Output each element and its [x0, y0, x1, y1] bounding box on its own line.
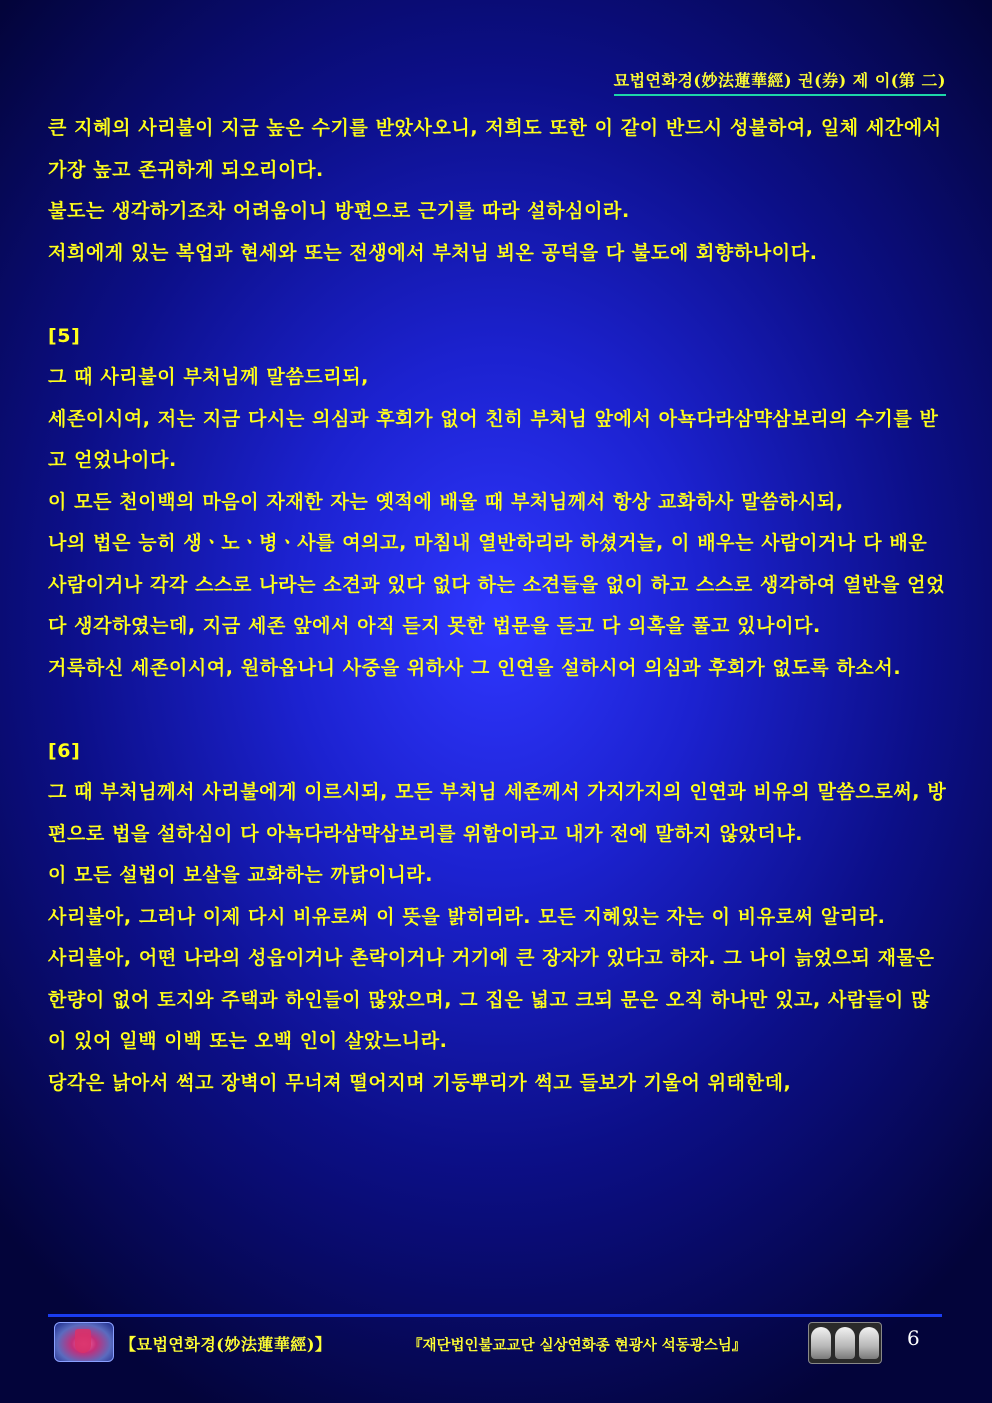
page-number: 6: [907, 1326, 920, 1350]
paragraph: 사리불아, 그러나 이제 다시 비유로써 이 뜻을 밝히리라. 모든 지혜있는 자는 이 비유로써 알리라.: [48, 905, 886, 928]
paragraph: 거룩하신 세존이시여, 원하옵나니 사중을 위하사 그 인연을 설하시어 의심과 후회가 없도록 하소서.: [48, 656, 902, 679]
paragraph: 세존이시여, 저는 지금 다시는 의심과 후회가 없어 친히 부처님 앞에서 아뇩다라삼먁삼보리의 수기를 받고 얻었나이다.: [48, 407, 939, 471]
temple-logo-icon: [54, 1322, 114, 1362]
paragraph: 큰 지혜의 사리불이 지금 높은 수기를 받았사오니, 저희도 또한 이 같이 반드시 성불하여, 일체 세간에서 가장 높고 존귀하게 되오리이다.: [48, 117, 942, 181]
buddha-statues-icon: [808, 1322, 882, 1364]
paragraph: 그 때 사리불이 부처님께 말씀드리되,: [48, 366, 369, 388]
section-number: [5]: [48, 324, 81, 347]
running-header: 묘법연화경(妙法蓮華經) 권(券) 제 이(第 二): [614, 68, 946, 96]
paragraph: 그 때 부처님께서 사리불에게 이르시되, 모든 부처님 세존께서 가지가지의 인연과 비유의 말씀으로써, 방편으로 법을 설하심이 다 아뇩다라삼먁삼보리를 위함이라고 내가 전에 말하지 않았더냐.: [48, 781, 947, 845]
paragraph: 저희에게 있는 복업과 현세와 또는 전생에서 부처님 뵈온 공덕을 다 불도에 회향하나이다.: [48, 241, 818, 264]
statue-icon: [811, 1327, 831, 1359]
page-footer: [52, 1320, 942, 1368]
paragraph: 이 모든 설법이 보살을 교화하는 까닭이니라.: [48, 864, 434, 886]
footer-organization: 『재단법인불교교단 실상연화종 현광사 석동광스님』: [408, 1337, 747, 1354]
paragraph: 사리불아, 어떤 나라의 성읍이거나 촌락이거나 거기에 큰 장자가 있다고 하자. 그 나이 늙었으되 재물은 한량이 없어 토지와 주택과 하인들이 많았으며, 그 집은 넓고 크되 문은 오직 하나만 있고, 사람들이 많이 있어 일백 이백 또는 오백 인이 살았느니라.: [48, 947, 935, 1052]
paragraph: 이 모든 천이백의 마음이 자재한 자는 옛적에 배울 때 부처님께서 항상 교화하사 말씀하시되,: [48, 490, 844, 513]
statue-icon: [859, 1327, 879, 1359]
paragraph-gap: [48, 274, 948, 316]
statue-icon: [835, 1327, 855, 1359]
footer-title: 【묘법연화경(妙法蓮華經)】: [120, 1335, 332, 1354]
footer-divider: [48, 1314, 942, 1317]
paragraph: 불도는 생각하기조차 어려움이니 방편으로 근기를 따라 설하심이라.: [48, 200, 630, 222]
scripture-text: [48, 108, 948, 1104]
paragraph-gap: [48, 689, 948, 731]
paragraph: 나의 법은 능히 생ㆍ노ㆍ병ㆍ사를 여의고, 마침내 열반하리라 하셨거늘, 이 배우는 사람이거나 다 배운 사람이거나 각각 스스로 나라는 소견과 있다 없다 하는 소견들을 없이 하고 스스로 생각하여 열반을 얻었다 생각하였는데, 지금 세존 앞에서 아직 듣지 못한 법문을 듣고 다 의혹을 풀고 있나이다.: [48, 532, 946, 637]
paragraph: 당각은 낡아서 썩고 장벽이 무너져 떨어지며 기둥뿌리가 썩고 들보가 기울어 위태한데,: [48, 1071, 792, 1094]
section-number: [6]: [48, 739, 81, 762]
